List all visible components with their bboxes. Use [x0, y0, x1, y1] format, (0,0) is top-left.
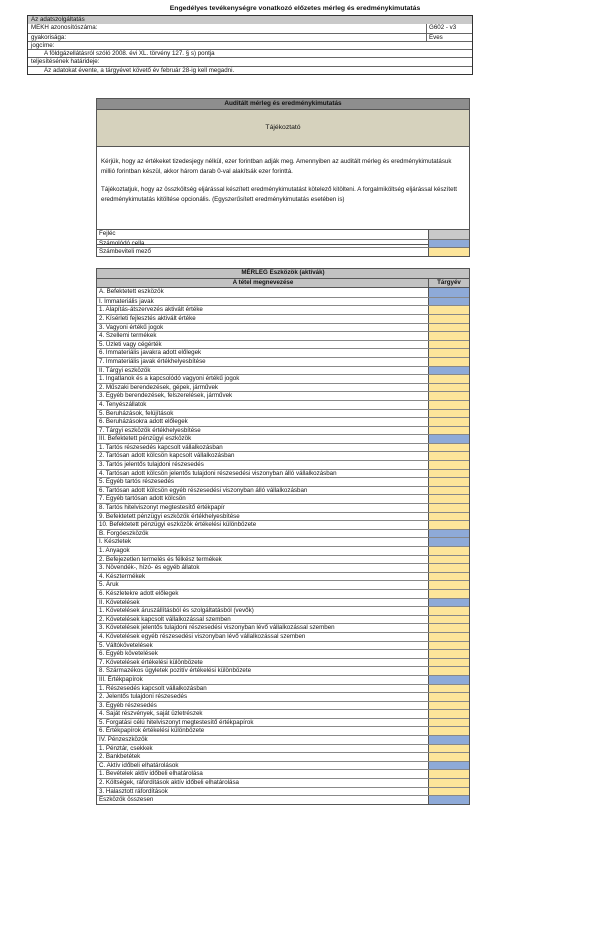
table-row: [97, 761, 469, 770]
row-label: 4. Saját részvények, saját üzletrészek: [99, 710, 203, 718]
info-row: [28, 66, 472, 74]
row-label: 2. Kísérleti fejlesztés aktivált értéke: [99, 314, 196, 322]
info-row-label: teljesítésének határideje:: [31, 58, 100, 66]
row-label: 2. Műszaki berendezések, gépek, járművek: [99, 383, 218, 391]
table-row: [97, 443, 469, 452]
table-title: MÉRLEG Eszközök (aktívák): [97, 269, 469, 279]
table-row: [97, 288, 469, 297]
row-label: 5. Egyéb tartós részesedés: [99, 478, 174, 486]
row-label: 7. Tárgyi eszközök értékhelyesbítése: [99, 426, 201, 434]
color-legend: [96, 229, 470, 257]
calculated-cell: [428, 367, 469, 375]
table-row: [97, 297, 469, 306]
info-row: [28, 41, 472, 49]
table-row: [97, 451, 469, 460]
input-cell[interactable]: [428, 504, 469, 512]
row-label: C. Aktív időbeli elhatárolások: [99, 761, 179, 769]
table-row: [97, 331, 469, 340]
table-row: [97, 426, 469, 435]
input-cell[interactable]: [428, 770, 469, 778]
row-label: 3. Egyéb berendezések, felszerelések, járművek: [99, 392, 233, 400]
row-label: 3. Halasztott ráfordítások: [99, 787, 168, 795]
row-label: 6. Értékpapírok értékelési különbözete: [99, 727, 205, 735]
table-row: [97, 744, 469, 753]
input-cell[interactable]: [428, 452, 469, 460]
table-row: [97, 537, 469, 546]
row-label: 9. Befektetett pénzügyi eszközök értékhelyesbítése: [99, 512, 240, 520]
row-label: 1. Alapítás-átszervezés aktivált értéke: [99, 306, 203, 314]
info-row-label: jogcíme:: [31, 41, 55, 49]
legend-swatch: [428, 230, 469, 239]
input-cell[interactable]: [428, 358, 469, 366]
row-label: 4. Késztermékek: [99, 572, 146, 580]
row-label: IV. Pénzeszközök: [99, 736, 148, 744]
row-label: 1. Részesedés kapcsolt vállalkozásban: [99, 684, 207, 692]
input-cell[interactable]: [428, 685, 469, 693]
row-label: 3. Tartós jelentős tulajdoni részesedés: [99, 461, 204, 469]
table-row: [97, 314, 469, 323]
info-row: [28, 33, 472, 41]
table-row: [97, 615, 469, 624]
input-cell[interactable]: [428, 650, 469, 658]
balance-sheet-assets-table: [96, 268, 470, 805]
calculated-cell: [428, 796, 469, 804]
row-label: 5. Áruk: [99, 581, 119, 589]
row-label: II. Tárgyi eszközök: [99, 366, 151, 374]
input-cell[interactable]: [428, 642, 469, 650]
legend-swatch: [428, 240, 469, 248]
legend-label: Fejléc: [99, 230, 116, 237]
row-label: 4. Követelések egyéb részesedési viszonyban lévő vállalkozással szemben: [99, 632, 306, 640]
row-label: 1. Követelések áruszállításból és szolgáltatásból (vevők): [99, 607, 254, 615]
row-label: 6. Immateriális javakra adott előlegek: [99, 349, 202, 357]
legend-label: Számolódó cella: [99, 239, 145, 247]
row-label: 2. Tartósan adott kölcsön kapcsolt vállalkozásban: [99, 452, 235, 460]
table-row: [97, 400, 469, 409]
input-cell[interactable]: [428, 547, 469, 555]
table-row: [97, 546, 469, 555]
input-cell[interactable]: [428, 410, 469, 418]
input-cell[interactable]: [428, 779, 469, 787]
row-label: 5. Beruházások, felújítások: [99, 409, 174, 417]
row-label: 1. Bevételek aktív időbeli elhatárolása: [99, 770, 203, 778]
table-row: [97, 641, 469, 650]
input-cell[interactable]: [428, 332, 469, 340]
calculated-cell: [428, 538, 469, 546]
table-row: [97, 632, 469, 641]
table-row: [97, 520, 469, 529]
input-cell[interactable]: [428, 418, 469, 426]
input-cell[interactable]: [428, 349, 469, 357]
input-cell[interactable]: [428, 513, 469, 521]
table-row: [97, 391, 469, 400]
input-cell[interactable]: [428, 556, 469, 564]
input-cell[interactable]: [428, 745, 469, 753]
table-row: [97, 477, 469, 486]
info-header: Az adatszolgáltatás: [28, 16, 472, 24]
table-row: [97, 469, 469, 478]
input-cell[interactable]: [428, 667, 469, 675]
row-label: 2. Költségek, ráfordítások aktív időbeli elhatárolása: [99, 779, 239, 787]
table-row: [97, 675, 469, 684]
input-cell[interactable]: [428, 624, 469, 632]
input-cell[interactable]: [428, 375, 469, 383]
row-label: 10. Befektetett pénzügyi eszközök értékelési különbözete: [99, 521, 257, 529]
table-row: [97, 778, 469, 787]
input-cell[interactable]: [428, 573, 469, 581]
input-cell[interactable]: [428, 581, 469, 589]
table-row: [97, 512, 469, 521]
row-label: 3. Követelések jelentős tulajdoni részesedési viszonyban lévő vállalkozással szemben: [99, 624, 335, 632]
row-label: 7. Követelések értékelési különbözete: [99, 658, 203, 666]
table-row: [97, 684, 469, 693]
input-cell[interactable]: [428, 461, 469, 469]
legend-row: [97, 247, 469, 256]
input-cell[interactable]: [428, 607, 469, 615]
table-row: [97, 383, 469, 392]
table-row: [97, 606, 469, 615]
input-cell[interactable]: [428, 659, 469, 667]
table-row: [97, 589, 469, 598]
table-row: [97, 726, 469, 735]
input-cell[interactable]: [428, 564, 469, 572]
row-label: 7. Immateriális javak értékhelyesbítése: [99, 357, 206, 365]
table-row: [97, 709, 469, 718]
row-label: 5. Üzleti vagy cégérték: [99, 340, 162, 348]
input-cell[interactable]: [428, 788, 469, 796]
input-cell[interactable]: [428, 590, 469, 598]
row-label: 6. Egyéb követelések: [99, 650, 158, 658]
table-row: [97, 787, 469, 796]
table-column-headers: [97, 279, 469, 289]
info-row-label: Az adatokat évente, a tárgyévet követő év február 28-ig kell megadni.: [44, 66, 235, 74]
column-header-value: Tárgyév: [428, 279, 469, 288]
table-row: [97, 598, 469, 607]
row-label: 1. Ingatlanok és a kapcsolódó vagyoni értékű jogok: [99, 375, 240, 383]
input-cell[interactable]: [428, 315, 469, 323]
document-title: Engedélyes tevékenységre vonatkozó előzetes mérleg és eredménykimutatás: [169, 5, 421, 12]
notice-subheader: Tájékoztató: [97, 110, 469, 147]
calculated-cell: [428, 435, 469, 443]
input-cell[interactable]: [428, 521, 469, 529]
row-label: 4. Tartósan adott kölcsön jelentős tulajdoni részesedési viszonyban álló vállalkozásban: [99, 469, 337, 477]
input-cell[interactable]: [428, 444, 469, 452]
table-row: [97, 692, 469, 701]
table-row: [97, 623, 469, 632]
row-label: 6. Beruházásokra adott előlegek: [99, 418, 188, 426]
input-cell[interactable]: [428, 710, 469, 718]
table-row: [97, 658, 469, 667]
row-label: 2. Követelések kapcsolt vállalkozással szemben: [99, 615, 231, 623]
row-label: 2. Bankbetétek: [99, 753, 141, 761]
table-row: [97, 572, 469, 581]
column-header-name: A tétel megnevezése: [232, 278, 294, 286]
table-row: [97, 752, 469, 761]
input-cell[interactable]: [428, 478, 469, 486]
info-row-label: gyakorisága:: [31, 33, 67, 41]
input-cell[interactable]: [428, 633, 469, 641]
calculated-cell: [428, 298, 469, 306]
row-label: I. Készletek: [99, 538, 131, 546]
row-label: 7. Egyéb tartósan adott kölcsön: [99, 495, 186, 503]
legend-row: [97, 230, 469, 239]
table-row: [97, 460, 469, 469]
input-cell[interactable]: [428, 401, 469, 409]
calculated-cell: [428, 676, 469, 684]
table-row: [97, 305, 469, 314]
row-label: I. Immateriális javak: [99, 297, 154, 305]
input-cell[interactable]: [428, 702, 469, 710]
row-label: 3. Egyéb részesedés: [99, 701, 157, 709]
row-label: 2. Jelentős tulajdoni részesedés: [99, 693, 188, 701]
data-provision-info: [27, 15, 473, 75]
table-row: [97, 357, 469, 366]
calculated-cell: [428, 762, 469, 770]
table-row: [97, 580, 469, 589]
row-label: 3. Vagyoni értékű jogok: [99, 323, 164, 331]
row-label: 6. Tartósan adott kölcsön egyéb részesedési viszonyban álló vállalkozásban: [99, 486, 308, 494]
table-row: [97, 555, 469, 564]
row-label: 1. Pénztár, csekkek: [99, 744, 153, 752]
calculated-cell: [428, 530, 469, 538]
table-row: [97, 503, 469, 512]
table-row: [97, 494, 469, 503]
row-label: 1. Anyagok: [99, 547, 130, 554]
table-row: [97, 348, 469, 357]
row-label: 8. Tartós hitelviszonyt megtestesítő értékpapír: [99, 504, 225, 512]
table-row: [97, 666, 469, 675]
input-cell[interactable]: [428, 753, 469, 761]
row-label: B. Forgóeszközök: [99, 529, 149, 537]
calculated-cell: [428, 736, 469, 744]
info-row-value: Éves: [426, 34, 472, 41]
input-cell[interactable]: [428, 616, 469, 624]
calculated-cell: [428, 288, 469, 297]
input-cell[interactable]: [428, 495, 469, 503]
info-row-label: MEKH azonosítószáma:: [31, 24, 98, 32]
input-cell[interactable]: [428, 487, 469, 495]
audit-notice-box: [96, 98, 470, 245]
legend-swatch: [428, 248, 469, 256]
info-row: [28, 57, 472, 65]
table-row: [97, 374, 469, 383]
table-row: [97, 769, 469, 778]
input-cell[interactable]: [428, 727, 469, 735]
table-row: [97, 735, 469, 744]
info-row: [28, 49, 472, 57]
notice-paragraph-1: Kérjük, hogy az értékeket tizedesjegy nélkül, ezer forintban adják meg. Amennyiben az auditált mérleg és eredménykimutatásuk millió forintban készül, akkor három darab 0-val alakítsák ezer forinttá.: [101, 158, 452, 175]
legend-label: Számbeviteli mező: [99, 248, 151, 256]
table-row: [97, 340, 469, 349]
table-row: [97, 795, 469, 804]
input-cell[interactable]: [428, 341, 469, 349]
row-label: Eszközök összesen: [99, 796, 154, 804]
audit-header: Auditált mérleg és eredménykimutatás: [97, 99, 469, 110]
table-row: [97, 701, 469, 710]
input-cell[interactable]: [428, 719, 469, 727]
input-cell[interactable]: [428, 392, 469, 400]
row-label: 1. Tartós részesedés kapcsolt vállalkozásban: [99, 443, 223, 451]
input-cell[interactable]: [428, 693, 469, 701]
input-cell[interactable]: [428, 427, 469, 435]
info-row-label: A földgázellátásról szóló 2008. évi XL. törvény 127. § s) pontja: [44, 50, 215, 57]
table-row: [97, 417, 469, 426]
table-row: [97, 366, 469, 375]
info-row: [28, 24, 472, 32]
row-label: 3. Növendék-, hízó- és egyéb állatok: [99, 564, 200, 572]
input-cell[interactable]: [428, 384, 469, 392]
row-label: A. Befektetett eszközök: [99, 288, 164, 296]
info-row-value: G602 - v3: [426, 24, 472, 32]
row-label: III. Befektetett pénzügyi eszközök: [99, 435, 192, 443]
row-label: 4. Tenyészállatok: [99, 400, 147, 408]
table-row: [97, 409, 469, 418]
legend-row: [97, 239, 469, 248]
input-cell[interactable]: [428, 324, 469, 332]
row-label: 6. Készletekre adott előlegek: [99, 589, 179, 597]
input-cell[interactable]: [428, 470, 469, 478]
notice-paragraph-2: Tájékoztatjuk, hogy az összköltség eljárással készített eredménykimutatást kötelező kitölteni. A forgalmiköltség eljárással készített eredménykimutatás kitöltése opcionális. (Egyszerűsített eredménykimutatás esetében is): [101, 186, 457, 203]
table-row: [97, 529, 469, 538]
table-row: [97, 323, 469, 332]
row-label: 4. Szellemi termékek: [99, 332, 157, 340]
table-row: [97, 486, 469, 495]
row-label: II. Követelések: [99, 598, 140, 606]
calculated-cell: [428, 599, 469, 607]
table-row: [97, 718, 469, 727]
table-row: [97, 434, 469, 443]
table-row: [97, 649, 469, 658]
row-label: 5. Váltókövetelések: [99, 641, 153, 649]
row-label: 5. Forgatási célú hitelviszonyt megtestesítő értékpapírok: [99, 718, 254, 726]
row-label: 8. Származékos ügyletek pozitív értékelési különbözete: [99, 667, 252, 675]
row-label: III. Értékpapírok: [99, 675, 143, 683]
input-cell[interactable]: [428, 306, 469, 314]
row-label: 2. Befejezetlen termelés és félkész termékek: [99, 555, 222, 563]
table-row: [97, 563, 469, 572]
